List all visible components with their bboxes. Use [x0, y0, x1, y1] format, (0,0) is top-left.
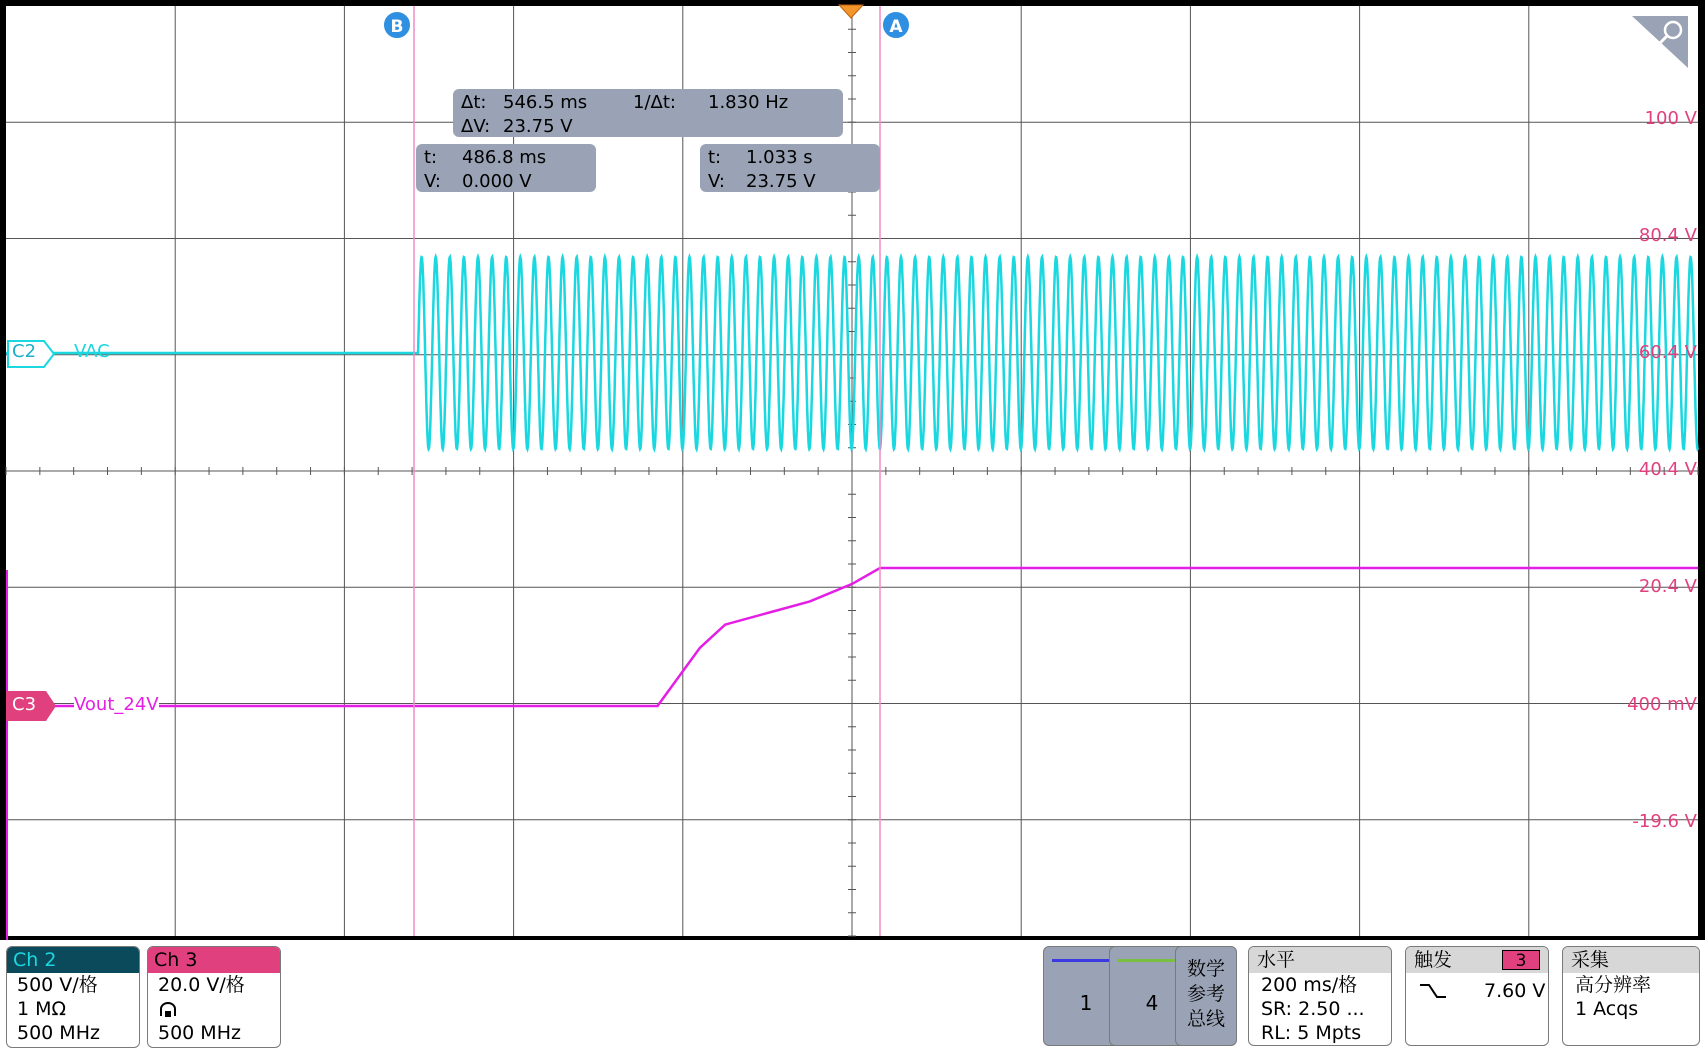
math-ref-bus-button[interactable]	[1175, 946, 1237, 1046]
horizontal-badge[interactable]	[1248, 946, 1392, 1046]
cursor-b-badge[interactable]	[382, 10, 412, 40]
probe-icon	[158, 1001, 178, 1019]
scale-label-7: -19.6 V	[1632, 811, 1697, 832]
trigger-level: 7.60 V	[1484, 980, 1546, 1002]
scale-label-1: 100 V	[1644, 108, 1697, 129]
inverse-delta-t-label: 1/Δt:	[633, 92, 676, 113]
inverse-delta-t-value: 1.830 Hz	[708, 92, 789, 113]
ch3-volts-per-div: 20.0 V/格	[158, 974, 245, 996]
ch3-settings-badge[interactable]	[147, 946, 281, 1048]
cursor-delta-readout[interactable]	[453, 89, 843, 137]
trigger-row	[1406, 979, 1548, 1003]
cursor-b-time-value: 486.8 ms	[462, 147, 547, 168]
cursor-b-volt-label: V:	[424, 171, 441, 192]
scale-label-6: 400 mV	[1627, 694, 1697, 715]
delta-v-value: 23.75 V	[503, 116, 573, 137]
cursor-a-time-label: t:	[708, 147, 722, 168]
ch2-settings-title: Ch 2	[7, 947, 139, 973]
trigger-badge[interactable]	[1405, 946, 1549, 1046]
cursor-b-time-label: t:	[424, 147, 438, 168]
horizontal-scale: 200 ms/格	[1261, 974, 1358, 996]
acquisition-badge[interactable]	[1562, 946, 1700, 1046]
cursor-a-label: A	[889, 17, 903, 37]
ch2-settings-badge[interactable]	[6, 946, 140, 1048]
delta-t-value: 546.5 ms	[503, 92, 588, 113]
status-bar	[0, 940, 1705, 1050]
cursor-b-volt-value: 0.000 V	[462, 171, 532, 192]
ch2-name-label: VAC	[74, 341, 110, 362]
channel-4-button-label: 4	[1145, 991, 1159, 1015]
cursor-a-volt-label: V:	[708, 171, 725, 192]
acquisition-mode: 高分辨率	[1575, 974, 1652, 996]
math-label: 数学	[1186, 958, 1225, 980]
cursor-b-label: B	[390, 17, 404, 37]
cursor-a-time-value: 1.033 s	[746, 147, 813, 168]
acquisition-title: 采集	[1563, 947, 1699, 973]
falling-edge-icon	[1418, 981, 1448, 1001]
trigger-source: 3	[1502, 950, 1540, 970]
ch3-bandwidth: 500 MHz	[158, 1022, 241, 1044]
ch2-volts-per-div: 500 V/格	[17, 974, 98, 996]
scale-label-5: 20.4 V	[1638, 576, 1697, 597]
trigger-title: 触发	[1414, 949, 1453, 971]
horizontal-record-length: RL: 5 Mpts	[1261, 1022, 1362, 1044]
ch2-bandwidth: 500 MHz	[17, 1022, 100, 1044]
cursor-a-volt-value: 23.75 V	[746, 171, 816, 192]
scale-label-2: 80.4 V	[1638, 225, 1697, 246]
scale-label-4: 40.4 V	[1638, 459, 1697, 480]
ref-label: 参考	[1186, 983, 1225, 1005]
ch2-marker-tag: C2	[12, 341, 37, 362]
acquisition-count: 1 Acqs	[1575, 998, 1639, 1020]
cursor-a-readout[interactable]	[700, 144, 880, 192]
ch3-marker-tag: C3	[12, 694, 37, 715]
zoom-icon[interactable]	[1630, 14, 1690, 70]
channel-1-button-label: 1	[1079, 991, 1093, 1015]
trigger-header	[1406, 947, 1548, 973]
ch2-impedance: 1 MΩ	[17, 998, 67, 1020]
delta-t-label: Δt:	[461, 92, 487, 113]
cursor-a-badge[interactable]	[881, 10, 911, 40]
ch3-name-label: Vout_24V	[74, 694, 159, 715]
cursor-b-readout[interactable]	[416, 144, 596, 192]
horizontal-title: 水平	[1249, 947, 1391, 973]
scale-label-3: 60.4 V	[1638, 342, 1697, 363]
trigger-position-icon[interactable]	[838, 4, 864, 20]
horizontal-sample-rate: SR: 2.50 ...	[1261, 998, 1365, 1020]
bus-label: 总线	[1186, 1008, 1225, 1030]
delta-v-label: ΔV:	[461, 116, 491, 137]
ch3-probe-row	[148, 997, 280, 1021]
ch3-settings-title: Ch 3	[148, 947, 280, 973]
